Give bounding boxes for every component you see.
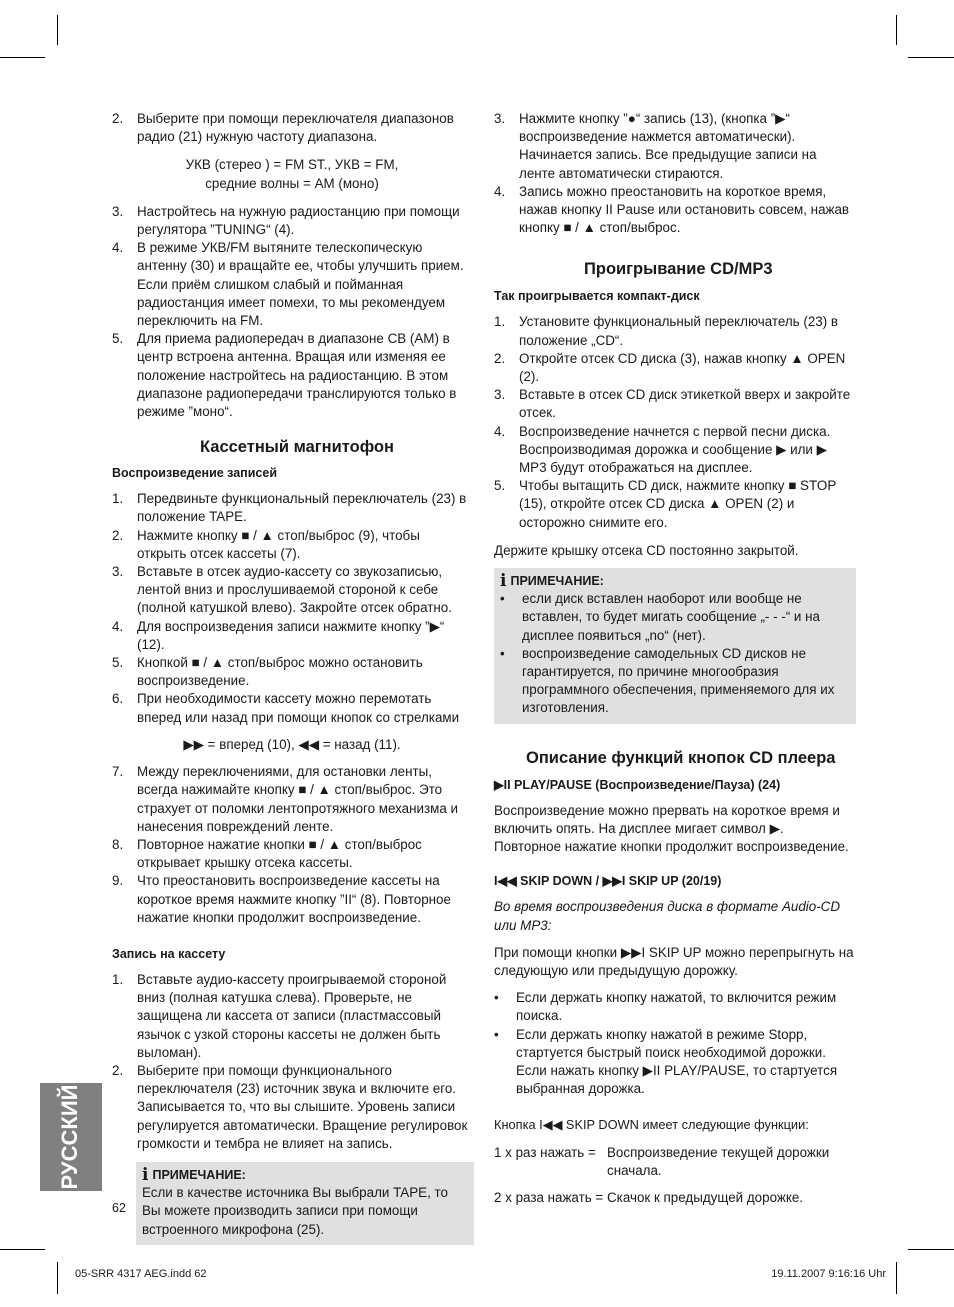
list-item (112, 654, 472, 690)
list-item (112, 763, 472, 836)
cd-list (494, 313, 854, 531)
item-number: 2. (494, 350, 506, 366)
list-item (112, 872, 472, 927)
item-text: Выберите при помощи функционального переключателя (23) источник звука и включите его. Записывается то, что вы слышите. Уровень записи регулируется автоматически. Вращение регулировок громкости и тембра не влияет на запись. (137, 1062, 468, 1151)
item-number: 6. (112, 691, 124, 707)
list-item (494, 423, 854, 478)
band-info (112, 156, 472, 192)
list-item (494, 350, 854, 386)
list-item (112, 563, 472, 618)
item-text: Настройтесь на нужную радиостанцию при помощи регулятора ”TUNING“ (4). (137, 203, 460, 238)
item-number: 2. (112, 1062, 124, 1078)
subheading-play-pause: ▶II PLAY/PAUSE (Воспроизведение/Пауза) (24) (494, 777, 781, 792)
item-number: 5. (494, 478, 506, 494)
bullet-dot: • (494, 990, 499, 1006)
section-heading-cd: Проигрывание CD/MP3 (584, 260, 773, 279)
item-text: Нажмите кнопку ”●“ запись (13), (кнопка ”▶“ воспроизведение нажмется автоматически). Начинается запись. Все предыдущие записи на ленте автоматически стираются. (519, 111, 817, 181)
item-text: Откройте отсек CD диска (3), нажав кнопку ▲ OPEN (2). (519, 350, 846, 385)
bullet-item (494, 1026, 854, 1099)
item-text: Нажмите кнопку ■ / ▲ стоп/выброс (9), чтобы открыть отсек кассеты (7). (137, 527, 420, 561)
item-number: 3. (112, 203, 124, 219)
item-number: 4. (494, 183, 506, 199)
info-icon: i (142, 1164, 149, 1185)
note-text: Если в качестве источника Вы выбрали TAPE, то Вы можете производить записи при помощи встроенного микрофона (25). (142, 1185, 448, 1237)
item-number: 1. (112, 491, 124, 507)
list-item (112, 110, 472, 146)
press-action: Воспроизведение текущей дорожки сначала. (607, 1144, 830, 1178)
item-number: 8. (112, 836, 124, 852)
item-number: 4. (112, 240, 124, 256)
list-item (112, 239, 472, 330)
list-item (112, 1062, 472, 1153)
item-number: 1. (112, 971, 124, 987)
page-number: 62 (112, 1201, 126, 1215)
subheading-cd: Так проигрывается компакт-диск (494, 289, 700, 304)
press-row (494, 1144, 854, 1180)
subheading-skip: I◀◀ SKIP DOWN / ▶▶I SKIP UP (20/19) (494, 874, 722, 889)
list-item (494, 477, 854, 532)
cd-keep-closed: Держите крышку отсека CD постоянно закрытой. (494, 542, 799, 558)
item-number: 2. (112, 111, 124, 126)
list-item (112, 971, 472, 1062)
playback-list (112, 763, 472, 927)
note-title: ПРИМЕЧАНИЕ: (152, 1167, 246, 1182)
item-number: 3. (112, 564, 124, 580)
item-number: 9. (112, 873, 124, 889)
list-item (112, 690, 472, 726)
right-column (494, 110, 854, 1216)
play-pause-text: Воспроизведение можно прервать на короткое время и включить опять. На дисплее мигает символ ▶. Повторное нажатие кнопки продолжит воспроизведение. (494, 802, 849, 855)
crop-mark (0, 57, 45, 58)
radio-list (112, 110, 472, 146)
list-item (112, 618, 472, 654)
skip-italic-text: Во время воспроизведения диска в формате Audio-CD или MP3: (494, 899, 841, 933)
bullet-text: воспроизведение самодельных CD дисков не гарантируется, по причине многообразия программного обеспечения, применяемого для их изготовления. (522, 645, 835, 716)
section-heading-tape: Кассетный магнитофон (200, 438, 394, 457)
item-text: Что преостановить воспроизведение кассеты на короткое время нажмите кнопку ”II“ (8). Повторное нажатие кнопки продолжит воспроизведение. (137, 873, 451, 925)
note-title: ПРИМЕЧАНИЕ: (510, 574, 604, 589)
note-header (500, 572, 850, 590)
radio-list (112, 203, 472, 421)
band-line: средние волны = AM (моно) (205, 175, 379, 191)
item-text: Установите функциональный переключатель (23) в положение „CD“. (519, 314, 839, 348)
bullet-dot: • (500, 645, 505, 661)
info-icon: i (500, 571, 507, 592)
item-number: 3. (494, 111, 506, 126)
bullet-item (500, 645, 850, 718)
list-item (112, 203, 472, 239)
bullet-text: Если держать кнопку нажатой в режиме Stopp, стартуется быстрый поиск необходимой дорожки. Если нажать кнопку ▶II PLAY/PAUSE, то стартуется выбранная дорожка. (516, 1026, 838, 1097)
item-number: 4. (112, 618, 124, 634)
item-text: Выберите при помощи переключателя диапазонов радио (21) нужную частоту диапазона. (137, 111, 454, 145)
item-number: 7. (112, 764, 124, 780)
record-list-cont (494, 110, 854, 237)
press-count: 2 х раза нажать = (494, 1189, 604, 1205)
item-text: Передвиньте функциональный переключатель (23) в положение TAPE. (137, 491, 467, 525)
crop-mark (908, 57, 954, 58)
item-text: Для воспроизведения записи нажмите кнопку ”▶“ (12). (137, 618, 445, 652)
item-text: В режиме УКВ/FM вытяните телескопическую антенну (30) и вращайте ее, чтобы улучшить прием. Если приём слишком слабый и пойманная радиостанция имеет помехи, то мы рекомендуем переключить на FM. (137, 240, 464, 329)
bullet-dot: • (494, 1026, 499, 1042)
subheading-record: Запись на кассету (112, 946, 226, 961)
note-box (136, 1162, 474, 1245)
crop-mark (908, 1249, 954, 1250)
list-item (112, 330, 472, 421)
item-number: 1. (494, 314, 506, 330)
item-text: Для приема радиопередач в диапазоне СВ (AM) в центр встроена антенна. Вращая или изменяя ее положение настройтесь на радиостанцию. В этом диапазоне радиопередачи транслируются только в режиме ”моно“. (137, 331, 457, 420)
list-item (494, 313, 854, 349)
item-text: Чтобы вытащить CD диск, нажмите кнопку ■ STOP (15), откройте отсек CD диска ▲ OPEN (2) и осторожно снимите его. (519, 478, 837, 530)
bullet-item (494, 989, 854, 1025)
playback-list (112, 490, 472, 727)
item-text: Запись можно преостановить на короткое время, нажав кнопку II Pause или остановить совсем, нажав кнопку ■ / ▲ стоп/выброс. (519, 183, 850, 236)
press-count: 1 х раз нажать = (494, 1144, 596, 1160)
ff-rewind-line: ▶▶ = вперед (10), ◀◀ = назад (11). (183, 736, 401, 752)
crop-mark (57, 1262, 58, 1294)
skip-bullets (494, 989, 854, 1098)
left-column (112, 110, 472, 1245)
section-heading-functions: Описание функций кнопок CD плеера (526, 748, 836, 767)
list-item (494, 183, 854, 238)
note-box (494, 568, 856, 724)
item-number: 3. (494, 387, 506, 403)
skip-down-text: Кнопка I◀◀ SKIP DOWN имеет следующие функции: (494, 1117, 809, 1133)
item-text: Вставьте в отсек CD диск этикеткой вверх и закройте отсек. (519, 387, 851, 421)
crop-mark (896, 1262, 897, 1294)
note-bullets (500, 590, 850, 717)
item-text: Повторное нажатие кнопки ■ / ▲ стоп/выброс открывает крышку отсека кассеты. (137, 836, 422, 871)
language-tab-label: РУССКИЙ (57, 1084, 82, 1190)
subheading-playback: Воспроизведение записей (112, 466, 278, 481)
item-text: Вставьте в отсек аудио-кассету со звукозаписью, лентой вниз и прослушиваемой стороной к себе (полной катушкой влево). Закройте отсек обратно. (137, 564, 452, 616)
press-row (494, 1189, 854, 1207)
list-item (494, 110, 854, 183)
press-action: Скачок к предыдущей дорожке. (607, 1189, 804, 1205)
bullet-item (500, 590, 850, 645)
language-tab (40, 1083, 102, 1191)
item-number: 4. (494, 423, 506, 439)
press-table (494, 1144, 854, 1208)
list-item (112, 836, 472, 872)
item-number: 5. (112, 331, 124, 347)
list-item (112, 490, 472, 526)
footer-date: 19.11.2007 9:16:16 Uhr (771, 1268, 886, 1280)
item-number: 2. (112, 527, 124, 543)
bullet-text: если диск вставлен наоборот или вообще не вставлен, то будет мигать сообщение „- - -“ и на дисплее появиться „no“ (нет). (522, 591, 820, 643)
record-list (112, 971, 472, 1153)
item-text: Воспроизведение начнется с первой песни диска. Воспроизводимая дорожка и сообщение ▶ или ▶ MP3 будут отображаться на дисплее. (519, 423, 831, 476)
item-text: Вставьте аудио-кассету проигрываемой стороной вниз (полная катушка слева). Проверьте, не защищена ли кассета от записи (пластмассовый язычок с узкой стороны кассеты не должен быть выломан). (137, 971, 447, 1060)
crop-mark (57, 15, 58, 45)
note-header (142, 1166, 468, 1184)
bullet-text: Если держать кнопку нажатой, то включится режим поиска. (516, 990, 837, 1024)
crop-mark (0, 1249, 45, 1250)
footer-file: 05-SRR 4317 AEG.indd 62 (75, 1268, 207, 1280)
item-text: Между переключениями, для остановки ленты, всегда нажимайте кнопку ■ / ▲ стоп/выброс. Это страхует от поломки лентопротяжного механизма и нанесения повреждений ленте. (137, 764, 459, 834)
item-text: Кнопкой ■ / ▲ стоп/выброс можно остановить воспроизведение. (137, 655, 423, 689)
list-item (112, 527, 472, 563)
list-item (494, 386, 854, 422)
skip-text: При помощи кнопки ▶▶I SKIP UP можно перепрыгнуть на следующую или предыдущую дорожку. (494, 944, 854, 978)
bullet-dot: • (500, 591, 505, 607)
item-text: При необходимости кассету можно перемотать вперед или назад при помощи кнопок со стрелками (137, 691, 460, 725)
crop-mark (896, 15, 897, 45)
band-line: УКВ (стерео ) = FM ST., УКВ = FM, (185, 157, 399, 173)
item-number: 5. (112, 655, 124, 671)
